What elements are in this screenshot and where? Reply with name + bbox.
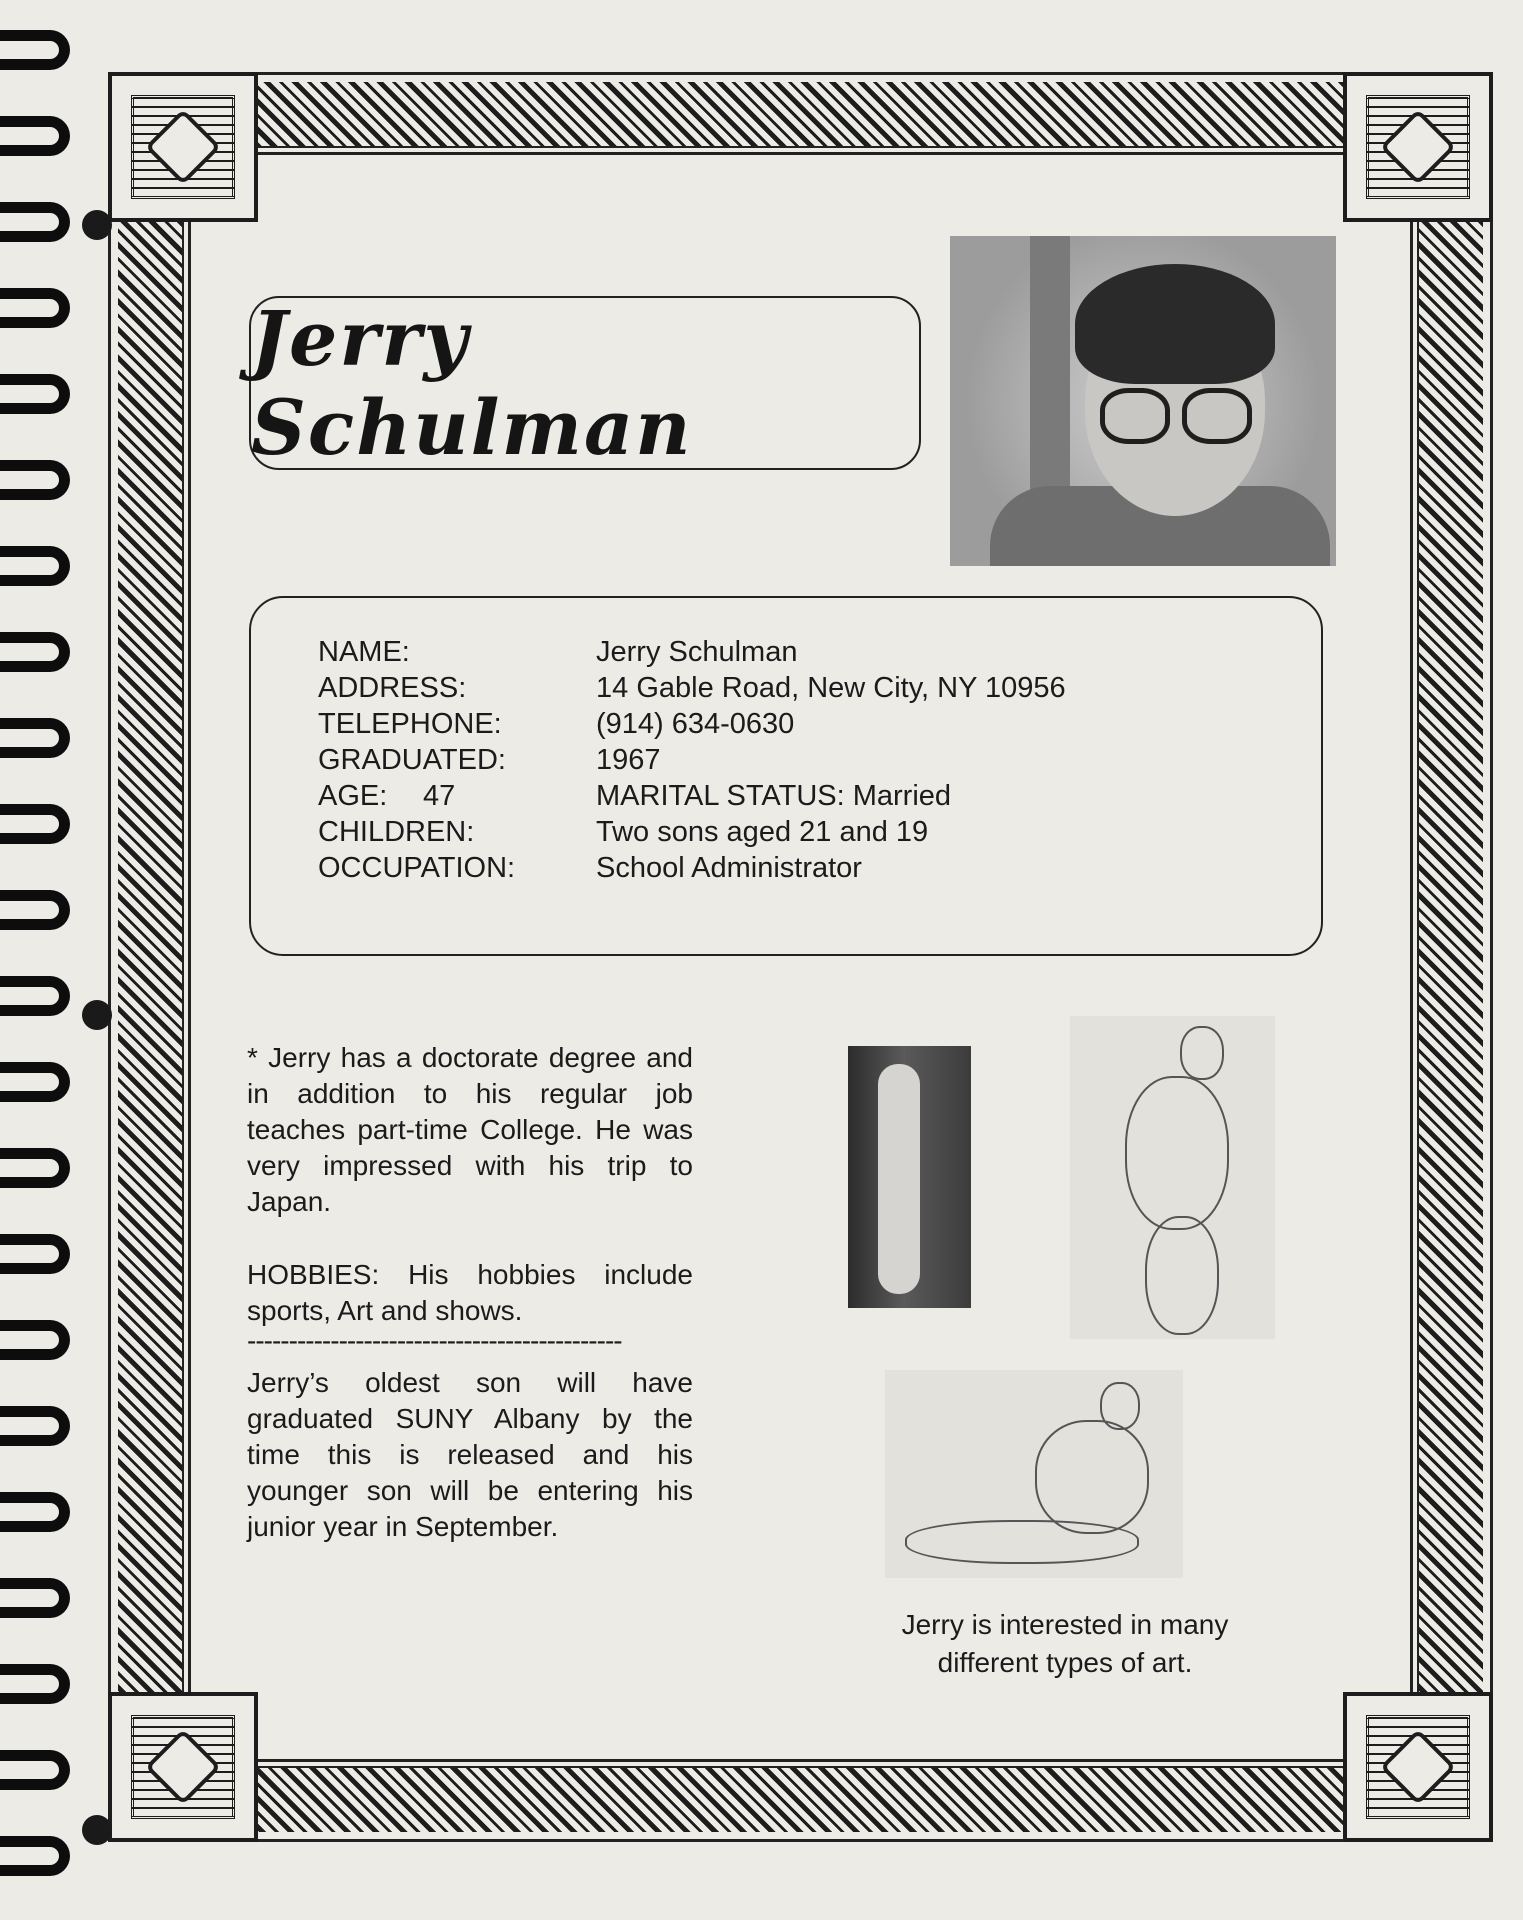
info-label: OCCUPATION: — [318, 852, 516, 884]
binding-coil — [0, 374, 70, 414]
info-value: Two sons aged 21 and 19 — [596, 816, 929, 848]
binding-coil — [0, 546, 70, 586]
info-value: MARITAL STATUS: Married — [596, 780, 952, 812]
divider-line: --------------------------------------------- — [247, 1331, 622, 1351]
binding-coil — [0, 1406, 70, 1446]
binding-coil — [0, 1578, 70, 1618]
binding-coil — [0, 202, 70, 242]
binding-coil — [0, 804, 70, 844]
name-plate — [249, 296, 921, 470]
info-label: NAME: — [318, 636, 410, 668]
art-image-sketch-figure — [1070, 1016, 1275, 1339]
binding-coil — [0, 1148, 70, 1188]
info-label: GRADUATED: — [318, 744, 506, 776]
art-caption — [880, 1606, 1250, 1682]
binding-coil — [0, 1492, 70, 1532]
art-image-standing-figure — [848, 1046, 971, 1308]
caption-line: different types of art. — [937, 1647, 1193, 1678]
binding-coil — [0, 116, 70, 156]
binding-coil — [0, 1664, 70, 1704]
binding-coil — [0, 288, 70, 328]
portrait-photo — [950, 236, 1336, 566]
page-title: Jerry Schulman — [251, 294, 693, 472]
binding-coil — [0, 890, 70, 930]
punch-hole — [82, 210, 112, 240]
punch-hole — [82, 1815, 112, 1845]
art-image-reclining-figure — [885, 1370, 1183, 1578]
info-value: Jerry Schulman — [596, 636, 798, 668]
info-value: 14 Gable Road, New City, NY 10956 — [596, 672, 1066, 704]
caption-line: Jerry is interested in many — [901, 1609, 1229, 1640]
binding-coil — [0, 30, 70, 70]
frame-corner-ornament — [108, 1692, 258, 1842]
info-value: (914) 634-0630 — [596, 708, 795, 740]
binding-coil — [0, 1750, 70, 1790]
binding-coil — [0, 1062, 70, 1102]
info-label: TELEPHONE: — [318, 708, 502, 740]
info-value: 1967 — [596, 744, 661, 776]
binding-coil — [0, 1320, 70, 1360]
info-label: ADDRESS: — [318, 672, 467, 704]
frame-corner-ornament — [1343, 1692, 1493, 1842]
info-value: School Administrator — [596, 852, 862, 884]
binding-coil — [0, 718, 70, 758]
binding-coil — [0, 976, 70, 1016]
bio-paragraph: * Jerry has a doctorate degree and in addition to his regular job teaches part-time College. He was very impressed with his trip to Japan. — [247, 1042, 693, 1217]
binding-coil — [0, 460, 70, 500]
spiral-binding — [0, 0, 95, 1920]
punch-hole — [82, 1000, 112, 1030]
info-age-value: 47 — [423, 780, 456, 812]
info-label: CHILDREN: — [318, 816, 475, 848]
info-label: AGE: — [318, 780, 388, 812]
sons-paragraph: Jerry’s oldest son will have graduated SUNY Albany by the time this is released and his younger son will be entering his junior year in September. — [247, 1367, 693, 1542]
binding-coil — [0, 632, 70, 672]
hobbies-paragraph: HOBBIES: His hobbies include sports, Art and shows. — [247, 1259, 693, 1326]
binding-coil — [0, 1234, 70, 1274]
frame-corner-ornament — [1343, 72, 1493, 222]
frame-corner-ornament — [108, 72, 258, 222]
binding-coil — [0, 1836, 70, 1876]
